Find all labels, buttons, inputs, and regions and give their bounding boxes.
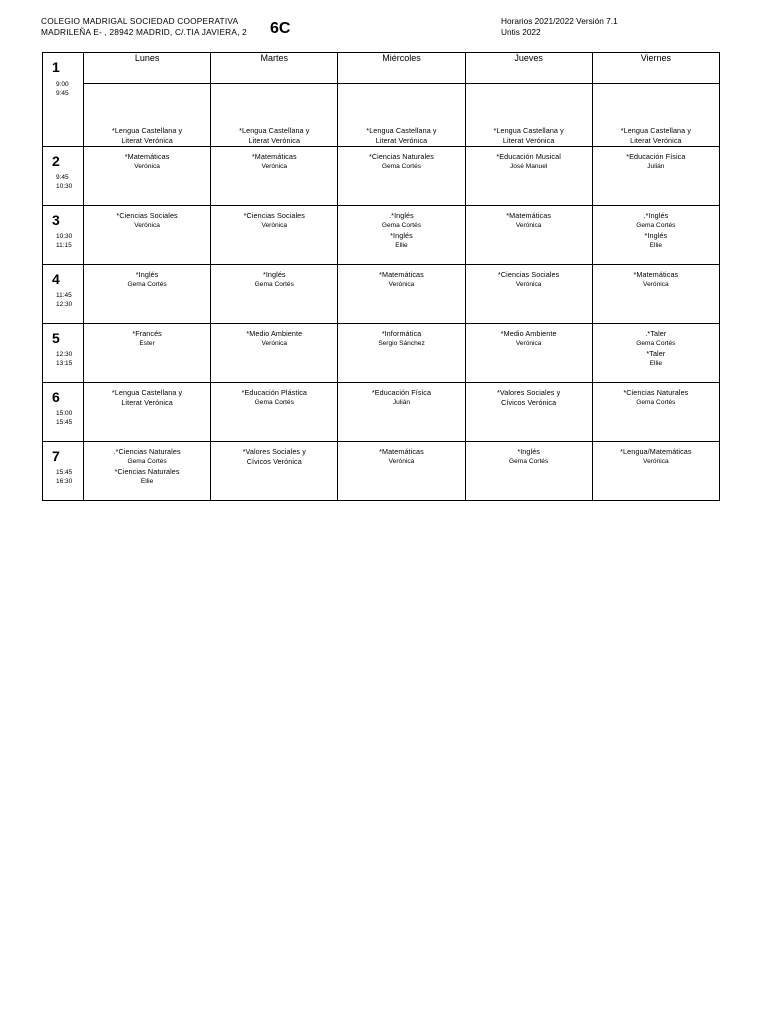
subject-name: Literat Verónica — [630, 136, 682, 145]
subject-name: Literat Verónica — [121, 136, 173, 145]
teacher-name: Gema Cortés — [127, 458, 167, 465]
teacher-name: Verónica — [261, 163, 288, 170]
lesson-cell[interactable] — [465, 442, 592, 501]
teacher-name: Gema Cortés — [509, 458, 549, 465]
period-times — [56, 469, 72, 486]
teacher-name: Ellie — [395, 242, 408, 249]
teacher-name: Julián — [392, 399, 411, 406]
period-end: 15:45 — [56, 418, 73, 426]
subject-name: .*Taler — [645, 329, 667, 338]
subject-name: *Matemáticas — [124, 152, 170, 161]
subject-name: Cívicos Verónica — [501, 398, 557, 407]
lesson-cell[interactable] — [211, 265, 338, 324]
lesson-content — [338, 147, 464, 172]
lesson-content — [84, 206, 210, 231]
teacher-name: José Manuel — [509, 163, 548, 170]
period-end: 11:15 — [56, 241, 72, 249]
day-header: Jueves — [465, 53, 592, 84]
lesson-content — [593, 206, 719, 251]
period-start: 9:00 — [56, 81, 69, 88]
lesson-cell[interactable] — [592, 206, 719, 265]
lesson-content — [593, 84, 719, 146]
lesson-cell[interactable] — [465, 84, 592, 147]
teacher-name: Gema Cortés — [127, 281, 167, 288]
period-number: 3 — [52, 212, 60, 228]
lesson-cell[interactable] — [338, 206, 465, 265]
teacher-name: Ester — [139, 340, 155, 347]
subject-name: *Ciencias Naturales — [368, 152, 434, 161]
lesson-content — [211, 206, 337, 231]
lesson-cell[interactable] — [338, 442, 465, 501]
subject-name: *Valores Sociales y — [497, 388, 561, 397]
teacher-name: Verónica — [515, 281, 542, 288]
period-number: 4 — [52, 271, 60, 287]
lesson-cell[interactable] — [592, 147, 719, 206]
lesson-cell[interactable] — [84, 265, 211, 324]
lesson-cell[interactable] — [592, 383, 719, 442]
day-header: Lunes — [84, 53, 211, 84]
class-name: 6C — [270, 20, 291, 37]
lesson-content — [338, 265, 464, 290]
period-start: 15:00 — [56, 410, 73, 417]
lesson-content — [466, 206, 592, 231]
teacher-name: Julián — [647, 163, 665, 170]
teacher-name: Gema Cortés — [254, 399, 294, 406]
subject-name: Literat Verónica — [121, 398, 173, 407]
period-times — [56, 174, 72, 191]
lesson-content — [211, 442, 337, 467]
period-end: 12:30 — [56, 300, 73, 308]
period-times — [56, 351, 72, 368]
subject-name: *Matemáticas — [506, 211, 552, 220]
lesson-cell[interactable] — [338, 84, 465, 147]
lesson-content — [593, 265, 719, 290]
lesson-content — [593, 324, 719, 369]
period-start: 12:30 — [56, 351, 73, 358]
lesson-cell[interactable] — [465, 206, 592, 265]
period-row — [43, 206, 720, 265]
subject-name: *Lengua/Matemáticas — [620, 447, 692, 456]
lesson-cell[interactable] — [465, 147, 592, 206]
teacher-name: Verónica — [134, 222, 160, 229]
lesson-cell[interactable] — [592, 84, 719, 147]
lesson-content — [593, 442, 719, 467]
period-cell — [43, 383, 84, 442]
subject-name: *Informática — [381, 329, 422, 338]
teacher-name: Gema Cortés — [636, 222, 676, 229]
subject-name: *Inglés — [135, 270, 159, 279]
subject-name: *Inglés — [644, 231, 668, 240]
period-cell — [43, 206, 84, 265]
lesson-content — [84, 442, 210, 487]
subject-name: *Ciencias Naturales — [623, 388, 689, 397]
teacher-name: Verónica — [261, 340, 288, 347]
teacher-name: Verónica — [388, 281, 415, 288]
subject-name: *Inglés — [517, 447, 540, 456]
period-number: 5 — [52, 330, 60, 346]
lesson-content — [84, 84, 210, 146]
period-end: 16:30 — [56, 477, 73, 485]
lesson-content — [593, 383, 719, 408]
teacher-name: Gema Cortés — [381, 163, 422, 170]
teacher-name: Gema Cortés — [636, 399, 676, 406]
school-address: MADRILEÑA E- , 28942 MADRID, C/.TIA JAVIERA, 2 — [41, 27, 247, 37]
period-row — [43, 265, 720, 324]
lesson-cell[interactable] — [592, 324, 719, 383]
subject-name: *Educación Física — [371, 388, 432, 397]
school-info — [41, 16, 247, 38]
period-times — [56, 81, 69, 98]
period-row — [43, 442, 720, 501]
subject-name: *Lengua Castellana y — [111, 126, 183, 135]
lesson-content — [338, 383, 464, 408]
period-start: 15:45 — [56, 469, 73, 476]
timetable — [42, 52, 720, 501]
version-line: Horarios 2021/2022 Versión 7.1 — [501, 16, 618, 26]
lesson-content — [466, 324, 592, 349]
lesson-content — [338, 324, 464, 349]
day-header-row — [43, 53, 720, 84]
subject-name: Cívicos Verónica — [246, 457, 302, 466]
day-header: Viernes — [592, 53, 719, 84]
subject-name: *Francés — [132, 329, 162, 338]
lesson-cell[interactable] — [338, 383, 465, 442]
lesson-cell[interactable] — [592, 442, 719, 501]
period-row — [43, 147, 720, 206]
lesson-cell[interactable] — [338, 147, 465, 206]
teacher-name: Verónica — [388, 458, 415, 465]
lesson-content — [338, 206, 464, 251]
teacher-name: Verónica — [643, 281, 669, 288]
period-times — [56, 292, 72, 309]
lesson-cell[interactable] — [211, 84, 338, 147]
lesson-cell[interactable] — [338, 324, 465, 383]
lesson-cell[interactable] — [211, 324, 338, 383]
subject-name: Literat Verónica — [248, 136, 301, 145]
teacher-name: Ellie — [649, 360, 663, 367]
period-row — [43, 84, 720, 147]
period-row — [43, 324, 720, 383]
lesson-cell[interactable] — [84, 84, 211, 147]
subject-name: *Inglés — [262, 270, 286, 279]
subject-name: *Ciencias Sociales — [243, 211, 305, 220]
lesson-content — [593, 147, 719, 172]
subject-name: .*Inglés — [389, 211, 414, 220]
subject-name: *Ciencias Sociales — [497, 270, 560, 279]
subject-name: *Valores Sociales y — [242, 447, 306, 456]
period-start: 11:45 — [56, 292, 72, 299]
period-number: 7 — [52, 448, 60, 464]
lesson-cell[interactable] — [211, 206, 338, 265]
teacher-name: Ellie — [649, 242, 663, 249]
period-number: 1 — [52, 59, 60, 75]
subject-name: *Educación Musical — [496, 152, 561, 161]
subject-name: *Medio Ambiente — [500, 329, 557, 338]
period-cell — [43, 147, 84, 206]
lesson-content — [466, 265, 592, 290]
subject-name: *Lengua Castellana y — [493, 126, 564, 135]
subject-name: *Educación Física — [626, 152, 686, 161]
subject-name: *Lengua Castellana y — [239, 126, 310, 135]
lesson-content — [211, 147, 337, 172]
lesson-cell[interactable] — [465, 383, 592, 442]
period-number: 6 — [52, 389, 60, 405]
period-start: 9:45 — [56, 174, 69, 181]
teacher-name: Verónica — [134, 163, 160, 170]
period-end: 9:45 — [56, 89, 69, 97]
subject-name: *Inglés — [390, 231, 413, 240]
teacher-name: Verónica — [515, 222, 542, 229]
subject-name: *Matemáticas — [379, 270, 424, 279]
subject-name: Literat Verónica — [502, 136, 555, 145]
lesson-cell[interactable] — [84, 324, 211, 383]
lesson-content — [211, 84, 337, 146]
subject-name: .*Inglés — [643, 211, 669, 220]
lesson-cell[interactable] — [465, 265, 592, 324]
day-header: Martes — [211, 53, 338, 84]
lesson-cell[interactable] — [84, 383, 211, 442]
teacher-name: Gema Cortés — [254, 281, 294, 288]
period-start: 10:30 — [56, 233, 73, 240]
teacher-name: Sergio Sánchez — [378, 340, 425, 347]
period-cell — [43, 265, 84, 324]
subject-name: *Taler — [646, 349, 666, 358]
software-line: Untis 2022 — [501, 27, 541, 37]
teacher-name: Verónica — [643, 458, 669, 465]
day-header: Miércoles — [338, 53, 465, 84]
subject-name: *Matemáticas — [633, 270, 679, 279]
lesson-content — [84, 265, 210, 290]
subject-name: *Lengua Castellana y — [111, 388, 183, 397]
lesson-content — [84, 324, 210, 349]
subject-name: *Educación Plástica — [241, 388, 307, 397]
teacher-name: Ellie — [140, 478, 154, 485]
teacher-name: Gema Cortés — [636, 340, 676, 347]
lesson-content — [466, 383, 592, 408]
lesson-cell[interactable] — [84, 147, 211, 206]
school-name: COLEGIO MADRIGAL SOCIEDAD COOPERATIVA — [41, 16, 239, 26]
lesson-content — [338, 442, 464, 467]
period-number: 2 — [52, 153, 60, 169]
subject-name: *Matemáticas — [379, 447, 424, 456]
period-row — [43, 383, 720, 442]
subject-name: *Medio Ambiente — [246, 329, 303, 338]
lesson-content — [466, 147, 592, 172]
teacher-name: Verónica — [515, 340, 542, 347]
lesson-content — [211, 265, 337, 290]
lesson-cell[interactable] — [84, 442, 211, 501]
lesson-cell[interactable] — [211, 383, 338, 442]
lesson-content — [84, 383, 210, 408]
period-cell — [43, 324, 84, 383]
lesson-cell[interactable] — [338, 265, 465, 324]
subject-name: Literat Verónica — [375, 136, 428, 145]
lesson-content — [211, 324, 337, 349]
subject-name: *Lengua Castellana y — [366, 126, 437, 135]
subject-name: *Lengua Castellana y — [620, 126, 692, 135]
lesson-cell[interactable] — [211, 147, 338, 206]
lesson-content — [466, 442, 592, 467]
lesson-cell[interactable] — [592, 265, 719, 324]
teacher-name: Verónica — [261, 222, 288, 229]
lesson-content — [338, 84, 464, 146]
teacher-name: Gema Cortés — [381, 222, 422, 229]
lesson-content — [466, 84, 592, 146]
lesson-content — [84, 147, 210, 172]
period-end: 13:15 — [56, 359, 73, 367]
subject-name: .*Ciencias Naturales — [113, 447, 181, 456]
period-times — [56, 233, 72, 250]
lesson-cell[interactable] — [211, 442, 338, 501]
lesson-cell[interactable] — [84, 206, 211, 265]
period-cell — [43, 53, 84, 147]
period-times — [56, 410, 72, 427]
subject-name: *Ciencias Sociales — [116, 211, 178, 220]
period-cell — [43, 442, 84, 501]
period-end: 10:30 — [56, 182, 73, 190]
lesson-cell[interactable] — [465, 324, 592, 383]
lesson-content — [211, 383, 337, 408]
subject-name: *Ciencias Naturales — [114, 467, 180, 476]
version-info — [501, 16, 618, 38]
subject-name: *Matemáticas — [251, 152, 297, 161]
